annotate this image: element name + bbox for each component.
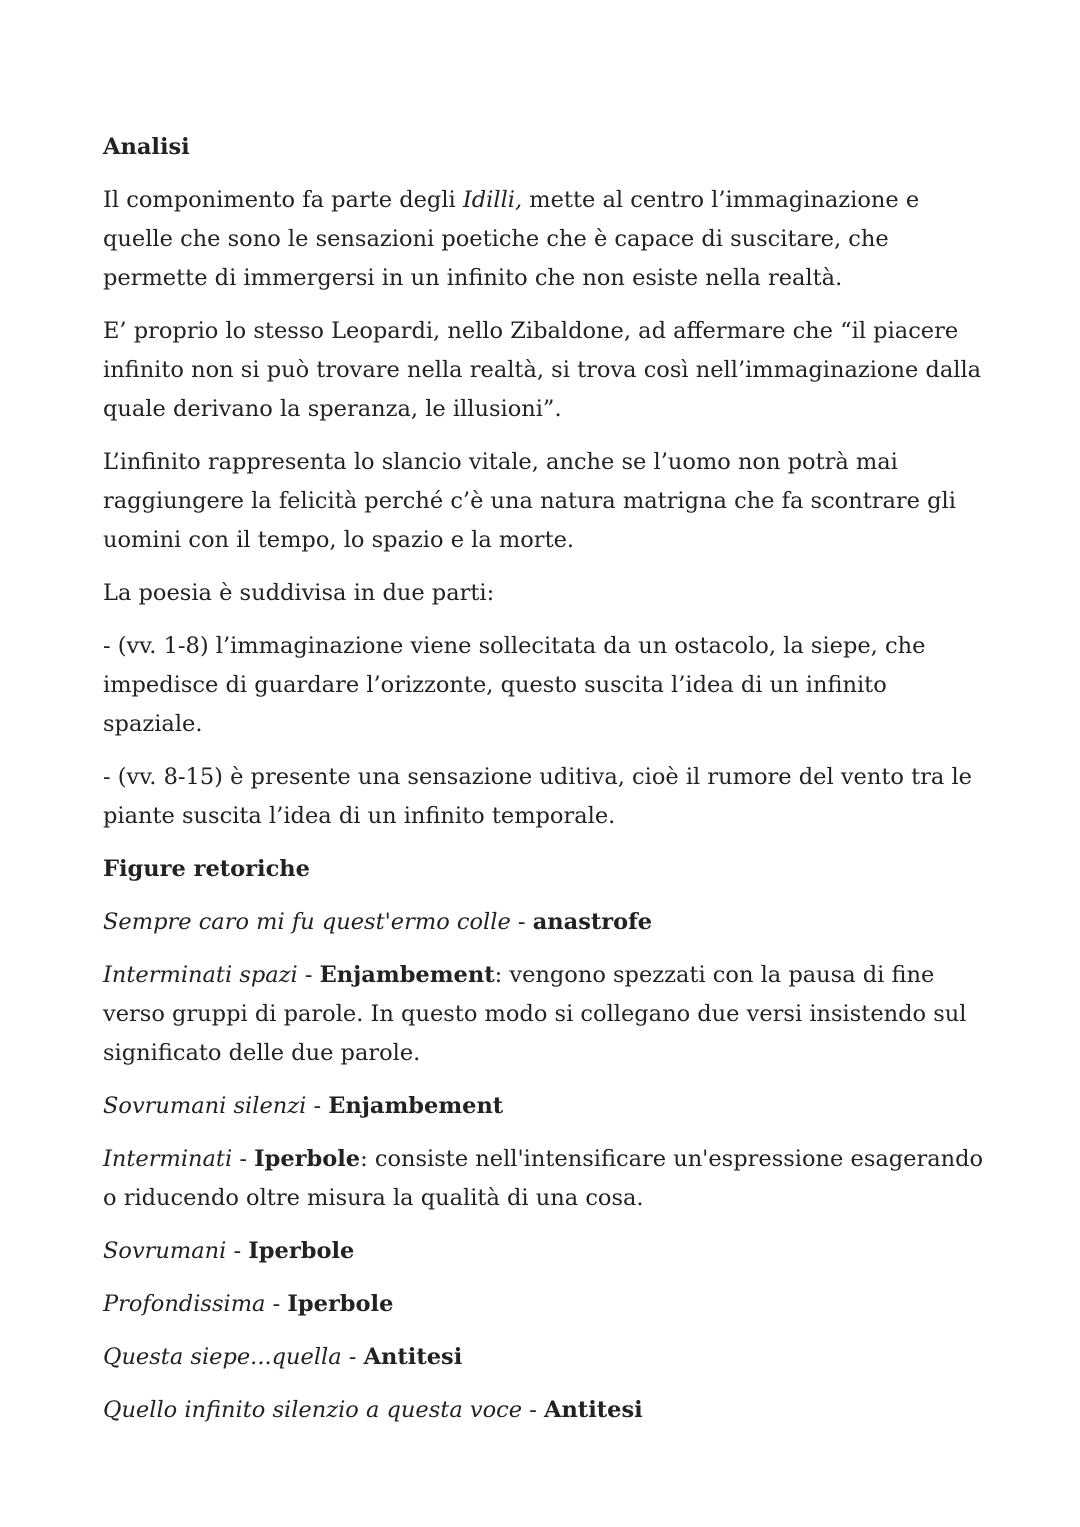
figure-quote: Profondissima — [103, 1291, 266, 1317]
figure-quote: Sempre caro mi fu quest'ermo colle — [103, 909, 511, 935]
figure-item — [103, 903, 988, 942]
figure-type: Antitesi — [363, 1344, 463, 1370]
paragraph-zibaldone: E’ proprio lo stesso Leopardi, nello Zibaldone, ad affermare che “il piacere infinito non si può trovare nella realtà, si trova così nell’immaginazione dalla quale derivano la speranza, le illusioni”. — [103, 318, 982, 422]
figure-type: Enjambement — [328, 1093, 504, 1119]
figure-type: Iperbole — [248, 1238, 355, 1264]
figure-quote: Quello infinito silenzio a questa voce — [103, 1397, 523, 1423]
figure-type: anastrofe — [532, 909, 653, 935]
figure-item — [103, 1391, 988, 1430]
italic-term: Idilli, — [462, 187, 523, 213]
figure-separator: - — [297, 962, 320, 988]
figure-item — [103, 956, 988, 1073]
paragraph-part-one: - (vv. 1-8) l’immaginazione viene sollecitata da un ostacolo, la siepe, che impedisce di guardare l’orizzonte, questo suscita l’idea di un infinito spaziale. — [103, 633, 926, 737]
figure-quote: Interminati — [103, 1146, 233, 1172]
figure-separator: - — [522, 1397, 544, 1423]
figure-quote: Questa siepe...quella — [103, 1344, 342, 1370]
paragraph-part-two: - (vv. 8-15) è presente una sensazione uditiva, cioè il rumore del vento tra le piante suscita l’idea di un infinito temporale. — [103, 764, 972, 829]
figure-explanation: : consiste nell'intensificare un'espressione esagerando o riducendo oltre misura la qualità di una cosa. — [103, 1146, 984, 1211]
figure-explanation: : vengono spezzati con la pausa di fine verso gruppi di parole. In questo modo si collegano due versi insistendo sul significato delle due parole. — [103, 962, 967, 1066]
figure-separator: - — [341, 1344, 364, 1370]
figure-separator: - — [265, 1291, 288, 1317]
section-heading-figure-retoriche: Figure retoriche — [103, 856, 310, 882]
figure-item — [103, 1285, 988, 1324]
figure-item — [103, 1232, 988, 1271]
figure-quote: Sovrumani silenzi — [103, 1093, 307, 1119]
figure-item — [103, 1338, 988, 1377]
section-heading-analisi: Analisi — [103, 134, 190, 160]
document-page — [103, 128, 988, 1444]
figure-item — [103, 1087, 988, 1126]
paragraph-slancio-vitale: L’infinito rappresenta lo slancio vitale, anche se l’uomo non potrà mai raggiungere la felicità perché c’è una natura matrigna che fa scontrare gli uomini con il tempo, lo spazio e la morte. — [103, 449, 956, 553]
paragraph-text: Il componimento fa parte degli — [103, 187, 463, 213]
figure-type: Iperbole — [287, 1291, 394, 1317]
figure-separator: - — [226, 1238, 249, 1264]
figure-quote: Interminati spazi — [103, 962, 298, 988]
figure-separator: - — [510, 909, 533, 935]
paragraph-idilli — [103, 181, 988, 298]
figure-type: Enjambement — [319, 962, 495, 988]
paragraph-text: mette al centro l’immaginazione e quelle che sono le sensazioni poetiche che è capace di suscitare, che permette di immergersi in un infinito che non esiste nella realtà. — [103, 187, 920, 291]
figure-separator: - — [306, 1093, 329, 1119]
paragraph-suddivisione: La poesia è suddivisa in due parti: — [103, 580, 495, 606]
figure-separator: - — [232, 1146, 255, 1172]
figure-item — [103, 1140, 988, 1218]
figure-quote: Sovrumani — [103, 1238, 227, 1264]
figure-type: Antitesi — [543, 1397, 643, 1423]
figure-type: Iperbole — [254, 1146, 361, 1172]
